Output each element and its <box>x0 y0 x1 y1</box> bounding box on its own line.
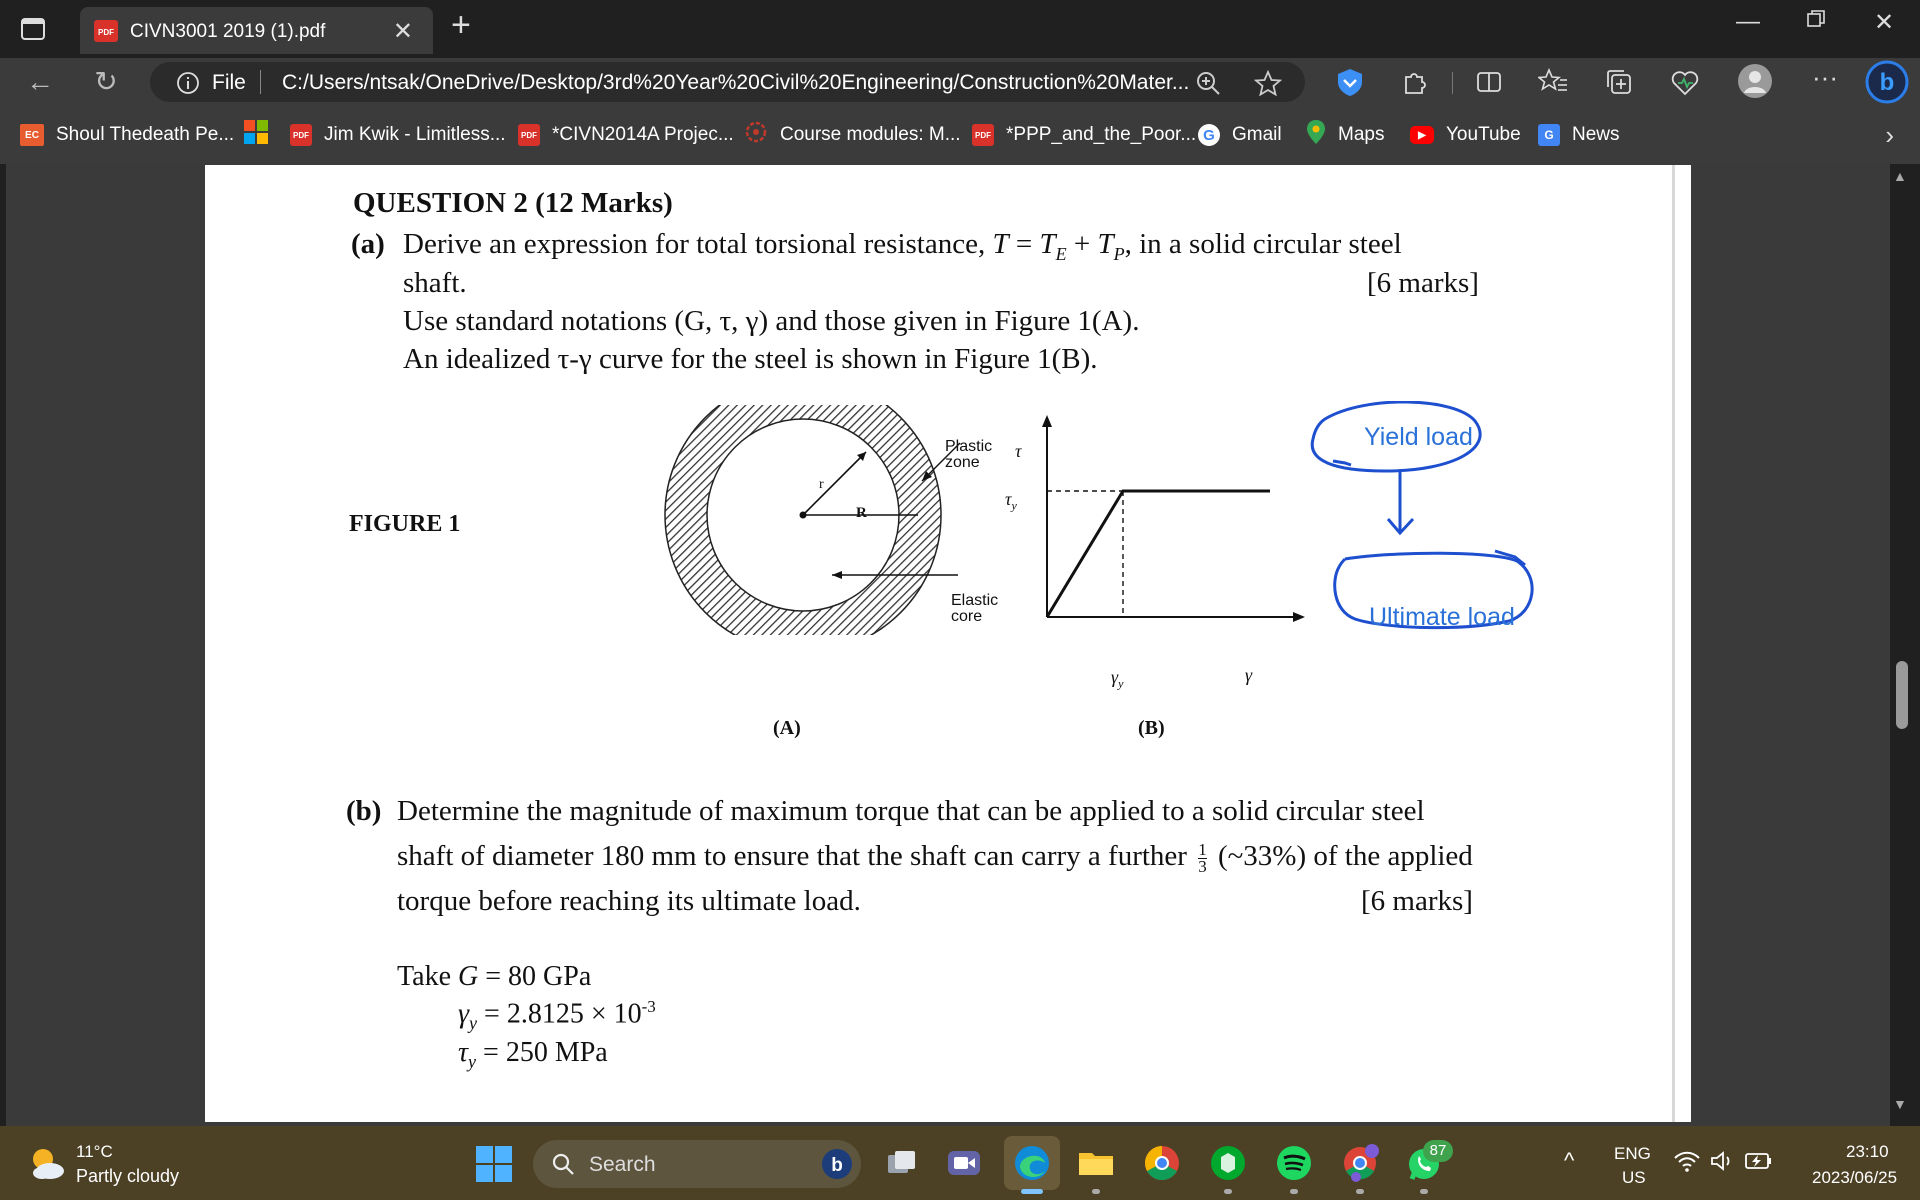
bookmark-item[interactable] <box>744 122 961 148</box>
figure-b-stress-strain-curve <box>1025 415 1315 630</box>
taskbar <box>0 1126 1920 1200</box>
bookmark-item[interactable] <box>20 122 234 148</box>
split-screen-icon[interactable] <box>1474 67 1504 102</box>
whatsapp-unread-badge: 87 <box>1423 1140 1453 1162</box>
app-indicator <box>1356 1189 1364 1194</box>
pdf-page <box>205 165 1691 1122</box>
figure-a-cross-section <box>660 405 980 635</box>
question-heading: QUESTION 2 (12 Marks) <box>353 187 673 219</box>
fraction-one-third: $\frac{1}{3}$ <box>1198 839 1207 876</box>
app-indicator <box>1092 1189 1100 1194</box>
part-a-line4: An idealized τ-γ curve for the steel is shown in Figure 1(B). <box>403 343 1098 375</box>
part-b-line3: torque before reaching its ultimate load. <box>397 885 861 917</box>
chrome-icon[interactable] <box>1142 1143 1182 1183</box>
address-prefix: File <box>212 71 246 94</box>
part-b-marks: [6 marks] <box>1361 885 1473 917</box>
caption-a: (A) <box>773 717 801 739</box>
bookmark-item[interactable] <box>290 122 506 148</box>
refresh-icon[interactable]: ↻ <box>94 66 118 97</box>
browser-essentials-icon[interactable] <box>1670 67 1700 102</box>
bookmark-label: Gmail <box>1232 124 1282 145</box>
battery-charging-icon[interactable] <box>1744 1150 1774 1177</box>
tab-strip <box>0 0 1920 58</box>
address-bar[interactable] <box>150 62 1305 102</box>
toolbar <box>0 58 1920 106</box>
svg-text:PDF: PDF <box>98 28 114 37</box>
news-icon: G <box>1538 124 1560 146</box>
spotify-icon[interactable] <box>1274 1143 1314 1183</box>
bookmark-label: *CIVN2014A Projec... <box>552 124 734 145</box>
app-indicator <box>1224 1189 1232 1194</box>
scroll-thumb[interactable] <box>1896 661 1908 729</box>
close-tab-icon[interactable]: ✕ <box>392 18 413 45</box>
bookmark-label: Course modules: M... <box>780 124 961 145</box>
bookmarks-bar <box>0 106 1920 164</box>
given-gamma-y: $\gamma_y = 2.8125 \times 10^{-3}$ <box>458 997 656 1033</box>
url-text[interactable]: C:/Users/ntsak/OneDrive/Desktop/3rd%20Year%20Civil%20Engineering/Construction%20Mater... <box>282 71 1190 94</box>
svg-text:b: b <box>831 1155 843 1176</box>
plastic-zone-label: Plastic zone <box>945 438 993 471</box>
collections-icon[interactable] <box>1604 67 1634 102</box>
address-separator <box>260 70 261 94</box>
edge-app-active[interactable] <box>1004 1136 1060 1190</box>
zoom-icon[interactable] <box>1195 70 1221 101</box>
pdf-icon <box>94 20 118 47</box>
evernote-icon[interactable] <box>1208 1143 1248 1183</box>
pdf-icon: PDF <box>972 124 994 146</box>
elastic-core-label: Elastic core <box>951 592 999 625</box>
part-a-marks: [6 marks] <box>1367 267 1479 299</box>
part-b-label: (b) <box>346 795 382 827</box>
part-b-line2: shaft of diameter 180 mm to ensure that the shaft can carry a further $\frac{1}{3}$ (~33%) of the applied <box>397 839 1473 876</box>
microsoft-icon <box>244 120 268 150</box>
file-explorer-icon[interactable] <box>1076 1143 1116 1183</box>
more-menu-icon[interactable]: ··· <box>1812 62 1838 92</box>
part-a-line2: shaft. <box>403 267 467 299</box>
teams-meet-icon[interactable] <box>944 1143 984 1183</box>
r-label: R <box>856 505 867 521</box>
youtube-icon: ▶ <box>1410 126 1434 144</box>
weather-temperature[interactable]: 11°C <box>76 1142 113 1161</box>
toolbar-divider <box>1452 72 1453 94</box>
vertical-scrollbar[interactable] <box>1892 164 1920 1126</box>
new-tab-button[interactable]: + <box>451 6 471 44</box>
clock-date[interactable]: 2023/06/25 <box>1812 1168 1898 1187</box>
bookmark-label: Jim Kwik - Limitless... <box>324 124 506 145</box>
app-indicator <box>1420 1189 1428 1194</box>
bookmark-label: Shoul Thedeath Pe... <box>56 124 235 145</box>
bookmark-label: News <box>1572 124 1620 145</box>
page-edge <box>1672 165 1675 1122</box>
info-icon[interactable] <box>176 71 200 100</box>
gamma-y-label: $\gamma_y$ <box>1111 667 1124 691</box>
bookmark-item[interactable] <box>244 122 268 148</box>
favorites-icon[interactable] <box>1538 67 1568 102</box>
tray-overflow-chevron-icon[interactable]: ^ <box>1564 1148 1575 1173</box>
profile-avatar[interactable] <box>1738 64 1772 103</box>
part-a-label: (a) <box>351 228 385 260</box>
scroll-up-icon[interactable]: ▲ <box>1893 168 1907 184</box>
active-app-indicator <box>1021 1189 1043 1194</box>
caption-b: (B) <box>1138 717 1165 739</box>
svg-text:b: b <box>1879 69 1895 96</box>
bookmark-item[interactable] <box>518 122 734 148</box>
ec-icon: EC <box>20 124 44 146</box>
bookmarks-overflow-icon[interactable]: › <box>1885 120 1894 150</box>
tab-title: CIVN3001 2019 (1).pdf <box>130 21 326 42</box>
wifi-icon[interactable] <box>1674 1150 1700 1177</box>
weather-description[interactable]: Partly cloudy <box>76 1166 180 1186</box>
clock-time[interactable]: 23:10 <box>1846 1142 1889 1161</box>
search-placeholder: Search <box>589 1153 656 1176</box>
favorite-star-icon[interactable] <box>1254 70 1282 101</box>
given-tau-y: $\tau_y = 250$ MPa <box>458 1037 608 1072</box>
bookmark-item[interactable] <box>1198 122 1282 148</box>
tau-y-label: $\tau_y$ <box>1005 489 1017 513</box>
chrome-profile-icon[interactable] <box>1340 1143 1380 1183</box>
restore-icon[interactable] <box>1805 8 1827 37</box>
back-icon[interactable]: ← <box>26 66 54 97</box>
ultimate-load-annotation: Ultimate load <box>1369 603 1515 631</box>
pdf-icon: PDF <box>290 124 312 146</box>
google-icon: G <box>1198 124 1220 146</box>
gamma-axis-label: γ <box>1245 665 1253 685</box>
bing-icon <box>821 1148 853 1185</box>
language-top[interactable]: ENG <box>1614 1144 1651 1163</box>
maps-icon <box>1306 119 1326 151</box>
tab-active[interactable] <box>80 7 433 54</box>
scroll-down-icon[interactable]: ▼ <box>1893 1096 1907 1112</box>
bookmark-item[interactable] <box>1538 122 1620 148</box>
ry-label: r <box>819 477 824 492</box>
bing-copilot-icon[interactable] <box>1865 60 1909 109</box>
bookmark-label: YouTube <box>1446 124 1521 145</box>
extension-shield-icon[interactable] <box>1335 67 1365 102</box>
taskbar-search[interactable] <box>533 1140 861 1188</box>
language-bottom[interactable]: US <box>1622 1168 1646 1187</box>
search-icon <box>551 1152 575 1181</box>
bookmark-item[interactable] <box>972 122 1196 148</box>
bookmark-label: Maps <box>1338 124 1385 145</box>
volume-icon[interactable] <box>1710 1150 1734 1177</box>
yield-load-annotation: Yield load <box>1364 423 1473 451</box>
partly-cloudy-icon[interactable] <box>26 1144 68 1187</box>
bookmark-item[interactable] <box>1410 122 1521 148</box>
course-icon <box>744 120 768 150</box>
tau-axis-label: τ <box>1015 441 1022 461</box>
close-window-icon[interactable]: ✕ <box>1874 9 1895 36</box>
bookmark-label: *PPP_and_the_Poor... <box>1006 124 1197 145</box>
tab-actions-icon[interactable] <box>18 14 52 44</box>
pdf-icon: PDF <box>518 124 540 146</box>
app-indicator <box>1290 1189 1298 1194</box>
part-a-line1: Derive an expression for total torsional resistance, $T = T_E + T_P$, in a solid circular steel <box>403 228 1402 264</box>
windows-start-icon[interactable] <box>476 1146 512 1182</box>
figure-label: FIGURE 1 <box>349 511 461 537</box>
given-G: Take G = 80 GPa <box>397 961 592 992</box>
bookmark-item[interactable] <box>1306 122 1384 148</box>
minimize-icon[interactable]: — <box>1736 8 1760 35</box>
extensions-icon[interactable] <box>1400 67 1430 102</box>
task-view-icon[interactable] <box>882 1143 922 1183</box>
part-a-line3: Use standard notations (G, τ, γ) and those given in Figure 1(A). <box>403 305 1140 337</box>
part-b-line1: Determine the magnitude of maximum torque that can be applied to a solid circular steel <box>397 795 1425 827</box>
